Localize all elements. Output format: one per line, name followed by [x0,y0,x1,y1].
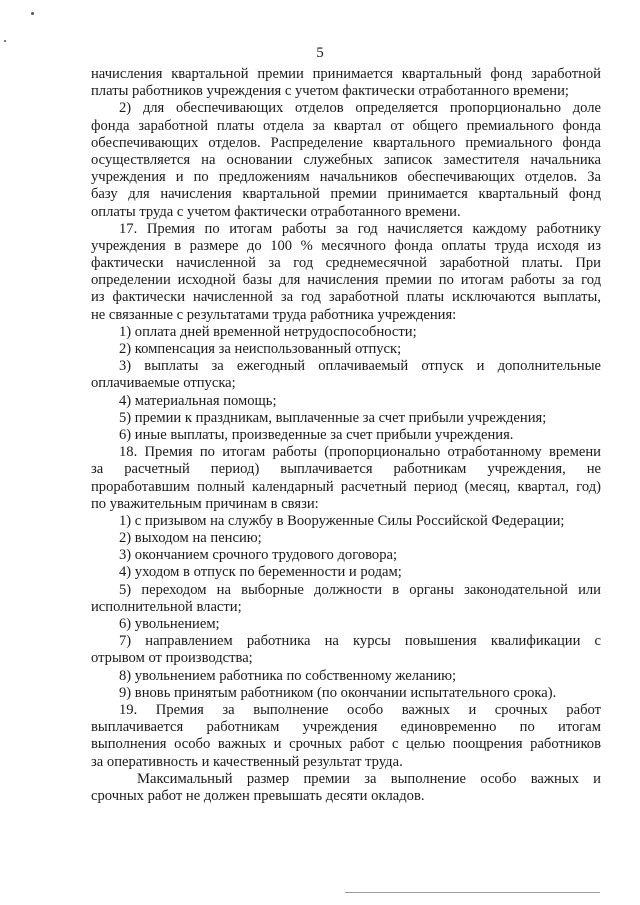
text-line: 2) компенсация за неиспользованный отпуск; [119,341,402,357]
scan-speck [4,40,6,42]
text-line: Максимальный размер премии за выполнение особо важных и [137,770,601,787]
text-line: за оперативность и качественный результат труда. [91,753,403,770]
page-number: 5 [316,45,324,61]
scan-speck [31,12,34,15]
text-line: 1) оплата дней временной нетрудоспособности; [119,323,417,340]
text-line: базу для начисления квартальной премии принимается квартальный фонд [91,186,601,203]
text-line: срочных работ не должен превышать десяти окладов. [91,787,425,804]
text-line: выплачивается работникам учреждения единовременно по итогам [91,719,601,736]
text-line: 9) вновь принятым работником (по окончании испытательного срока). [119,684,557,701]
footer-rule [345,892,600,893]
text-line: за расчетный период) выплачивается работникам учреждения, не [91,461,601,478]
text-line: фактически начисленной за год среднемесячной заработной платы. При [91,255,601,272]
text-line: фонда заработной платы отдела за квартал от общего премиального фонда [91,117,601,134]
text-line: обеспечивающих отделов. Распределение квартального премиального фонда [91,134,601,151]
text-line: оплаты труда с учетом фактически отработанного времени. [91,203,461,220]
text-line: 1) с призывом на службу в Вооруженные Силы Российской Федерации; [119,512,565,529]
text-line: учреждения и по предложениям начальников обеспечивающих отделов. За [91,169,601,186]
text-line: не связанные с результатами труда работника учреждения: [91,306,457,323]
text-line: по уважительным причинам в связи: [91,495,319,512]
text-line: осуществляется на основании служебных записок заместителя начальника [91,151,601,168]
text-line: 19. Премия за выполнение особо важных и срочных работ [119,701,601,718]
text-line: оплачиваемые отпуска; [91,375,236,392]
text-line: 7) направлением работника на курсы повышения квалификации с [119,633,601,650]
text-line: платы работников учреждения с учетом фактически отработанного времени; [91,83,569,100]
text-line: 2) для обеспечивающих отделов определяется пропорционально доле [119,100,601,117]
text-line: 17. Премия по итогам работы за год начисляется каждому работнику [119,220,601,237]
text-line: исполнительной власти; [91,598,242,615]
text-line: 4) материальная помощь; [119,392,277,409]
text-line: 5) премии к праздникам, выплаченные за счет прибыли учреждения; [119,409,547,426]
text-line: 18. Премия по итогам работы (пропорционально отработанному времени [119,444,601,461]
text-line: проработавшим полный календарный расчетный период (месяц, квартал, год) [91,478,601,495]
text-line: из фактически начисленной за год заработной платы исключаются выплаты, [91,289,601,306]
text-line: выполнения особо важных и срочных работ с целью поощрения работников [91,736,601,753]
text-line: 2) выходом на пенсию; [119,530,262,547]
text-line: 6) иные выплаты, произведенные за счет прибыли учреждения. [119,426,514,443]
text-line: 6) увольнением; [119,616,220,632]
text-line: 3) окончанием срочного трудового договора; [119,547,398,564]
text-line: начисления квартальной премии принимается квартальный фонд заработной [91,66,601,82]
text-line: 5) переходом на выборные должности в органы законодательной или [119,581,601,598]
document-body [91,66,601,805]
text-line: отрывом от производства; [91,650,253,667]
text-line: определении исходной базы для начисления премии по итогам работы за год [91,272,601,289]
text-line: 4) уходом в отпуск по беременности и родам; [119,564,402,581]
text-line: 8) увольнением работника по собственному желанию; [119,667,457,684]
text-line: 3) выплаты за ежегодный оплачиваемый отпуск и дополнительные [119,358,601,375]
text-line: учреждения в размере до 100 % месячного фонда оплаты труда исходя из [91,237,601,254]
